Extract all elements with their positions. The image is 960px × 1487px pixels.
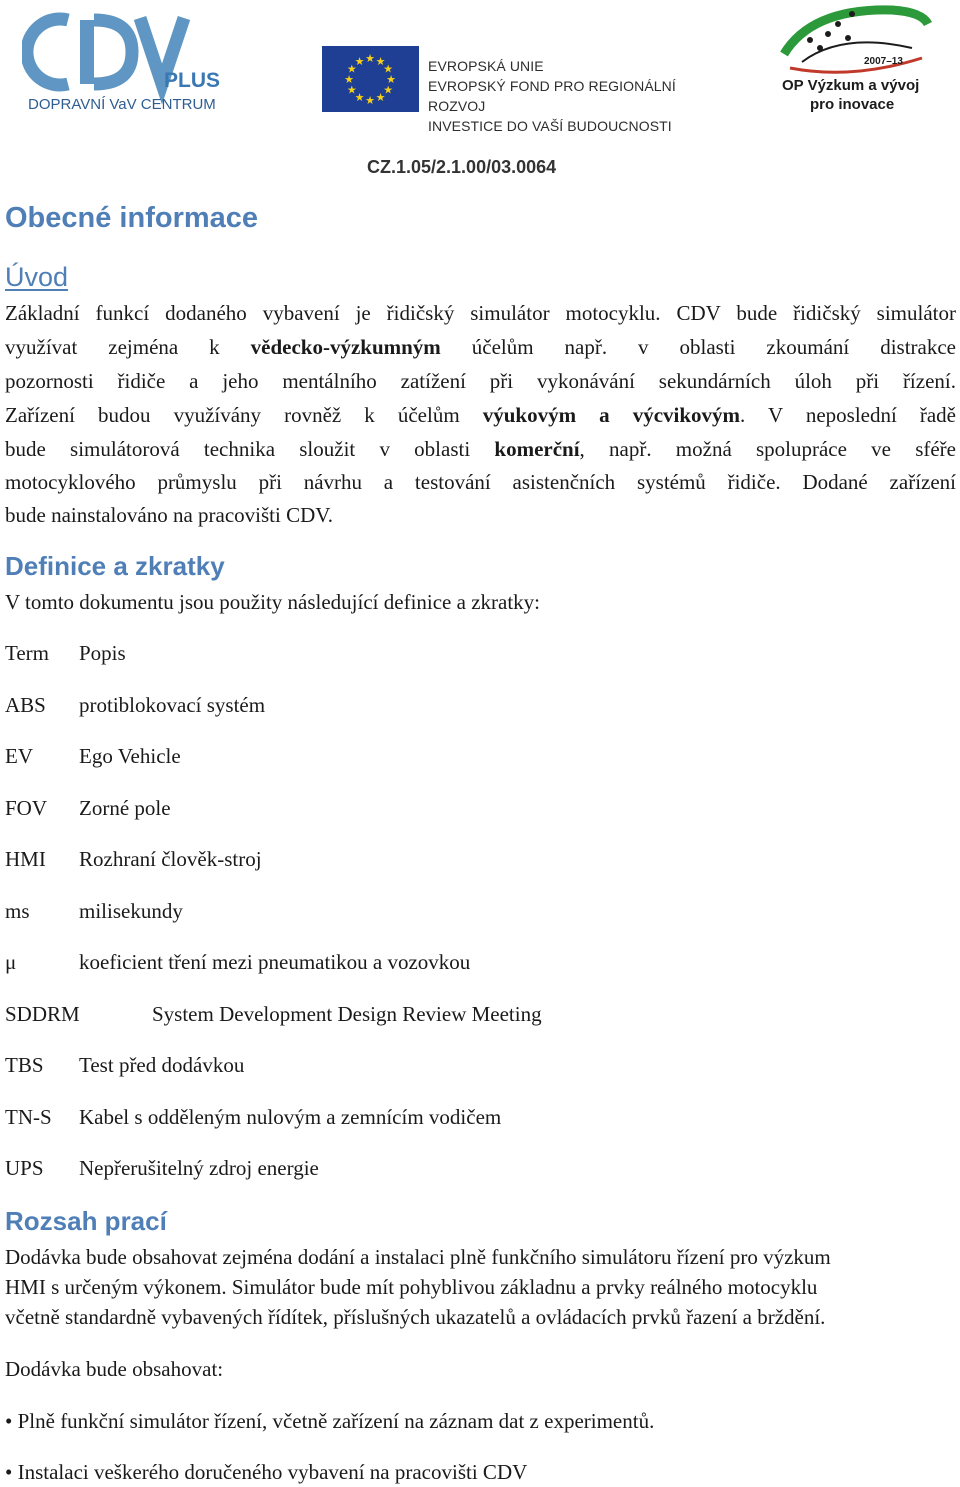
- definition-term: HMI: [5, 847, 46, 871]
- definitions-intro: V tomto dokumentu jsou použity následující definice a zkratky:: [5, 590, 540, 614]
- definition-term: EV: [5, 744, 33, 768]
- scope-line-3: včetně standardně vybavených řídítek, příslušných ukazatelů a ovládacích prvků řazení a brždění.: [5, 1305, 826, 1329]
- definition-description: milisekundy: [79, 899, 183, 923]
- bullet-icon: •: [5, 1460, 13, 1484]
- intro-emphasis: vědecko-výzkumným: [250, 335, 441, 359]
- intro-text: Zařízení budou využívány rovněž k účelům: [5, 403, 483, 427]
- scope-list-intro: Dodávka bude obsahovat:: [5, 1357, 224, 1381]
- scope-bullet-text: Plně funkční simulátor řízení, včetně zařízení na záznam dat z experimentů.: [17, 1409, 655, 1433]
- eu-star-icon: ★: [383, 63, 394, 76]
- eu-flag-icon: [322, 46, 419, 112]
- cdv-logo: [22, 12, 237, 117]
- intro-text: . V neposlední řadě: [740, 403, 957, 427]
- definition-term: FOV: [5, 796, 48, 820]
- definition-description: Ego Vehicle: [79, 744, 181, 768]
- definition-description: System Development Design Review Meeting: [152, 1002, 542, 1026]
- eu-funding-block: [322, 46, 702, 134]
- eu-star-icon: ★: [354, 55, 365, 68]
- eu-star-icon: ★: [375, 92, 386, 105]
- scope-heading: Rozsah prací: [5, 1206, 167, 1236]
- intro-line: [5, 399, 956, 432]
- intro-line: [5, 499, 956, 532]
- intro-text: využívat zejména k: [5, 335, 251, 359]
- eu-star-icon: ★: [375, 55, 386, 68]
- eu-line-3: INVESTICE DO VAŠÍ BUDOUCNOSTI: [428, 118, 672, 134]
- eu-star-icon: ★: [346, 63, 357, 76]
- intro-line: [5, 297, 956, 330]
- intro-emphasis: výukovým a výcvikovým: [482, 403, 741, 427]
- intro-line: [5, 466, 956, 499]
- definition-description: Nepřerušitelný zdroj energie: [79, 1156, 319, 1180]
- intro-heading: Úvod: [5, 262, 69, 292]
- scope-bullet-1: [5, 1406, 654, 1436]
- bullet-icon: •: [5, 1409, 13, 1433]
- definition-term: TBS: [5, 1053, 44, 1077]
- definition-term: Term: [5, 641, 50, 665]
- definition-description: Kabel s odděleným nulovým a zemnícím vodičem: [79, 1105, 502, 1129]
- definition-term: TN-S: [5, 1105, 52, 1129]
- eu-star-icon: ★: [354, 92, 365, 105]
- intro-line: [5, 433, 956, 466]
- scope-line-2: HMI s určeným výkonem. Simulátor bude mít pohyblivou základnu a prvky reálného motocyklu: [5, 1275, 818, 1299]
- intro-text: pozornosti řidiče a jeho mentálního zatížení při vykonávání sekundárních úloh při řízení.: [5, 369, 956, 393]
- eu-star-icon: ★: [365, 53, 375, 65]
- page-title: Obecné informace: [5, 202, 259, 234]
- op-line-2: pro inovace: [810, 96, 895, 113]
- definition-term: ABS: [5, 693, 46, 717]
- eu-star-icon: ★: [365, 95, 375, 107]
- definition-description: Test před dodávkou: [79, 1053, 245, 1077]
- definition-description: koeficient tření mezi pneumatikou a vozovkou: [79, 950, 471, 974]
- intro-text: bude simulátorová technika sloužit v oblasti: [5, 437, 495, 461]
- cdv-logo-plus: PLUS: [164, 69, 221, 92]
- definition-description: Zorné pole: [79, 796, 171, 820]
- eu-star-icon: ★: [346, 84, 357, 97]
- intro-line: [5, 331, 956, 364]
- scope-line-1: Dodávka bude obsahovat zejména dodání a instalaci plně funkčního simulátoru řízení pro výzkum: [5, 1245, 831, 1269]
- cdv-logo-sub: DOPRAVNÍ VaV CENTRUM: [28, 96, 216, 113]
- eu-star-icon: ★: [383, 84, 394, 97]
- definition-term: μ: [5, 950, 17, 974]
- intro-text: motocyklového průmyslu při návrhu a testování asistenčních systémů řidiče. Dodané zařízení: [5, 470, 956, 494]
- intro-text: účelům např. v oblasti zkoumání distrakce: [440, 335, 956, 359]
- scope-bullet-2: [5, 1457, 527, 1487]
- intro-emphasis: komerční: [494, 437, 580, 461]
- intro-text: Základní funkcí dodaného vybavení je řidičský simulátor motocyklu. CDV bude řidičský simulátor: [5, 301, 956, 325]
- intro-text: bude nainstalováno na pracovišti CDV.: [5, 503, 333, 527]
- eu-line-1: EVROPSKÁ UNIE: [428, 58, 544, 74]
- eu-line-2: EVROPSKÝ FOND PRO REGIONÁLNÍ ROZVOJ: [428, 78, 676, 114]
- op-years: 2007–13: [864, 56, 903, 67]
- definition-term: UPS: [5, 1156, 44, 1180]
- intro-line: [5, 365, 956, 398]
- eu-star-icon: ★: [344, 74, 354, 86]
- definition-description: protiblokovací systém: [79, 693, 266, 717]
- definition-description: Popis: [79, 641, 126, 665]
- intro-text: , např. možná spolupráce ve sféře: [579, 437, 957, 461]
- scope-bullet-text: Instalaci veškerého doručeného vybavení na pracovišti CDV: [17, 1460, 528, 1484]
- definition-description: Rozhraní člověk-stroj: [79, 847, 262, 871]
- op-vvi-logo: [772, 2, 940, 122]
- project-code: CZ.1.05/2.1.00/03.0064: [367, 157, 557, 177]
- definitions-heading: Definice a zkratky: [5, 551, 225, 581]
- eu-star-icon: ★: [386, 74, 396, 86]
- definition-term: ms: [5, 899, 30, 923]
- definition-term: SDDRM: [5, 1002, 80, 1026]
- op-line-1: OP Výzkum a vývoj: [782, 77, 920, 94]
